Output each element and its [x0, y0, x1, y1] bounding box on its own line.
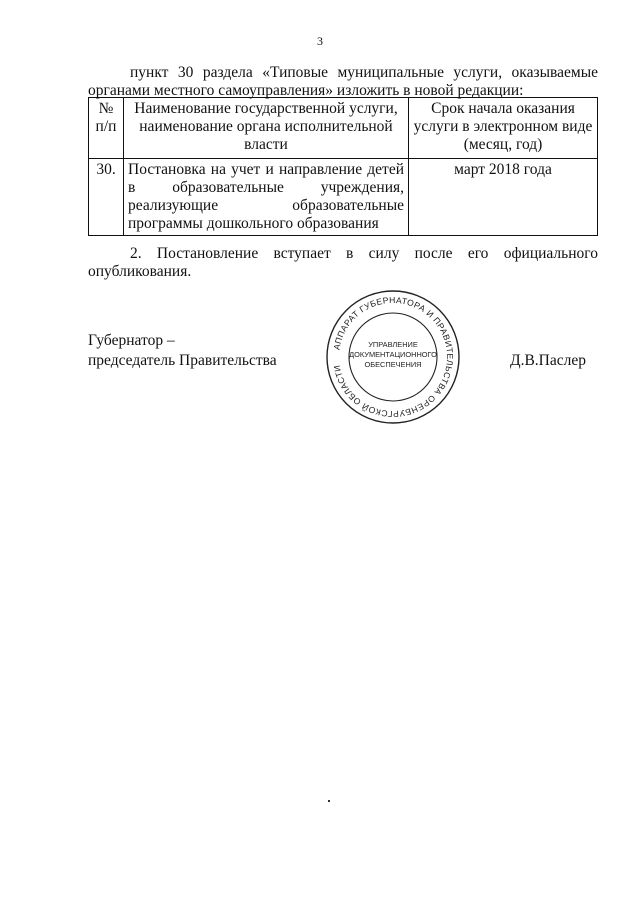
services-table [88, 97, 598, 236]
intro-line-1: пункт 30 раздела «Типовые муниципальные услуги, оказываемые [130, 64, 598, 81]
signatory-name: Д.В.Паслер [510, 352, 586, 369]
paragraph-2-line-2: опубликования. [88, 263, 192, 280]
row-num: 30. [89, 159, 124, 236]
page-mark [328, 800, 330, 802]
intro-paragraph [88, 64, 598, 100]
paragraph-2-line-1: 2. Постановление вступает в силу после его официального [130, 245, 598, 262]
header-name: Наименование государственной услуги, наименование органа исполнительной власти [124, 98, 409, 159]
signatory-title-line-1: Губернатор – [88, 332, 175, 349]
table-row [89, 159, 598, 236]
page-number: 3 [317, 34, 323, 48]
signatory-title-line-2: председатель Правительства [88, 352, 277, 369]
signatory-title [88, 331, 277, 371]
row-date: март 2018 года [409, 159, 598, 236]
stamp-outer-textpath: АППАРАТ ГУБЕРНАТОРА И ПРАВИТЕЛЬСТВА ОРЕНБУРГСКОЙ ОБЛАСТИ [331, 294, 456, 420]
official-stamp [323, 287, 463, 427]
stamp-inner-line-1: УПРАВЛЕНИЕ [368, 340, 418, 349]
stamp-inner-line-2: ДОКУМЕНТАЦИОННОГО [349, 350, 437, 359]
row-name: Постановка на учет и направление детей в образовательные учреждения, реализующие образовательные программы дошкольного образования [124, 159, 409, 236]
header-num: № п/п [89, 98, 124, 159]
stamp-inner-line-3: ОБЕСПЕЧЕНИЯ [364, 360, 422, 369]
intro-line-2: органами местного самоуправления» изложить в новой редакции: [88, 82, 524, 99]
header-date: Срок начала оказания услуги в электронном виде (месяц, год) [409, 98, 598, 159]
table-header-row [89, 98, 598, 159]
paragraph-2 [88, 245, 598, 281]
